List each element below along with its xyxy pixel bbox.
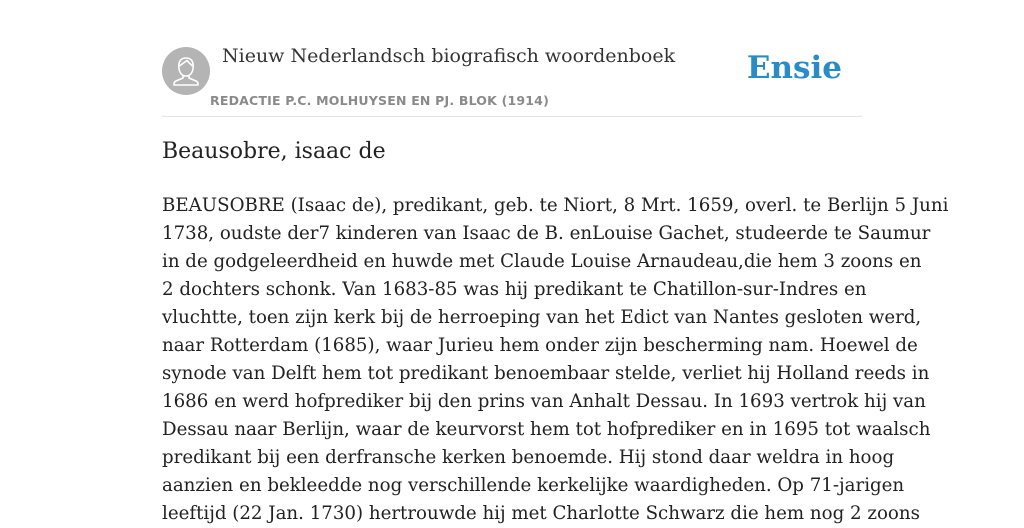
entry-body-line: leeftijd (22 Jan. 1730) hertrouwde hij met Charlotte Schwarz die hem nog 2 zoons bbox=[162, 503, 920, 524]
entry-body-line: 2 dochters schonk. Van 1683-85 was hij predikant te Chatillon-sur-Indres en bbox=[162, 279, 867, 300]
editors-caption: REDACTIE P.C. MOLHUYSEN EN PJ. BLOK (1914) bbox=[210, 93, 549, 108]
entry-title: Beausobre, isaac de bbox=[162, 139, 386, 164]
entry-body-line: predikant bij een derfransche kerken benoemde. Hij stond daar weldra in hoog bbox=[162, 447, 895, 468]
ensie-logo-link[interactable]: Ensie bbox=[746, 50, 842, 86]
entry-body-line: vluchtte, toen zijn kerk bij de herroeping van het Edict van Nantes gesloten werd, bbox=[162, 307, 922, 328]
entry-body-line: synode van Delft hem tot predikant benoembaar stelde, verliet hij Holland reeds in bbox=[162, 363, 930, 384]
entry-body-line: BEAUSOBRE (Isaac de), predikant, geb. te Niort, 8 Mrt. 1659, overl. te Berlijn 5 Juni bbox=[162, 195, 949, 216]
entry-body bbox=[162, 192, 949, 528]
entry-body-line: naar Rotterdam (1685), waar Jurieu hem onder zijn bescherming nam. Hoewel de bbox=[162, 335, 918, 356]
entry-body-line: 1686 en werd hofprediker bij den prins van Anhalt Dessau. In 1693 vertrok hij van bbox=[162, 391, 926, 412]
entry-body-line: Dessau naar Berlijn, waar de keurvorst hem tot hofprediker en in 1695 tot waalsch bbox=[162, 419, 931, 440]
entry-body-line: in de godgeleerdheid en huwde met Claude Louise Arnaudeau,die hem 3 zoons en bbox=[162, 251, 922, 272]
entry-body-line: aanzien en bekleedde nog verschillende kerkelijke waardigheden. Op 71-jarigen bbox=[162, 475, 905, 496]
user-icon[interactable] bbox=[162, 47, 210, 95]
dictionary-header bbox=[162, 40, 862, 117]
entry-body-line: 1738, oudste der7 kinderen van Isaac de B. enLouise Gachet, studeerde te Saumur bbox=[162, 223, 931, 244]
book-title-link[interactable]: Nieuw Nederlandsch biografisch woordenboek bbox=[222, 45, 676, 67]
